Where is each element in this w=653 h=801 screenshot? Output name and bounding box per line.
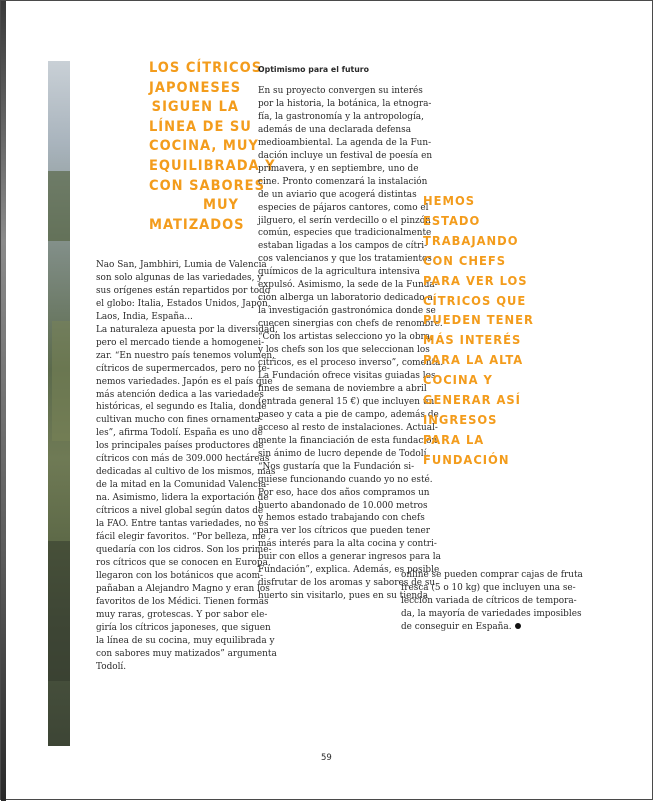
- page-number: 59: [321, 753, 332, 763]
- end-mark-icon: [515, 623, 521, 629]
- pull-quote-1-line: LÍNEA DE SU: [149, 118, 252, 135]
- pull-quote-1-line: MUY: [202, 197, 239, 214]
- column-2-line: de un aviario que acogerá distintas: [258, 189, 417, 200]
- column-2-line: común, especies que tradicionalmente: [258, 228, 432, 239]
- column-2-line: además de una declarada defensa: [258, 124, 411, 135]
- column-2-line: Por eso, hace dos años compramos un: [258, 487, 430, 498]
- column-1-line: son solo algunas de las variedades, y: [96, 272, 263, 283]
- column-1-line: pañaban a Alejandro Magno y eran los: [96, 583, 270, 594]
- column-1-line: cítricos a nivel global según datos de: [96, 506, 264, 517]
- subheading: Optimismo para el futuro: [258, 65, 370, 74]
- column-2-line: guiese funcionando cuando yo no esté.: [258, 474, 433, 485]
- citrus-garden-photo: [48, 61, 70, 746]
- column-1-line: los principales países productores de: [96, 441, 264, 452]
- column-1-line: dedicadas al cultivo de los mismos, más: [96, 467, 276, 478]
- column-2-line: acceso al resto de instalaciones. Actual-: [258, 422, 438, 433]
- column-3-line: da, la mayoría de variedades imposibles: [401, 608, 582, 619]
- pull-quote-2-line: PUEDEN TENER: [423, 313, 534, 329]
- column-2-line: La Fundación ofrece visitas guiadas los: [258, 370, 436, 381]
- column-2-line: más interés para la alta cocina y contri-: [258, 539, 437, 550]
- column-1-line: Nao San, Jambhiri, Lumia de Valencia: [96, 260, 267, 270]
- column-1-line: la línea de su cocina, muy equilibrada y: [96, 635, 275, 646]
- column-3-line: fresca (5 o 10 kg) que incluyen una se-: [401, 582, 576, 593]
- column-2-line: cos valencianos y que los tratamientos: [258, 254, 432, 265]
- column-2-line: mente la financiación de esta fundación: [258, 435, 438, 446]
- pull-quote-right: [423, 192, 534, 471]
- column-2-line: químicos de la agricultura intensiva: [258, 267, 420, 278]
- column-1-line: con sabores muy matizados” argumenta: [96, 648, 277, 659]
- column-1-line: la FAO. Entre tantas variedades, no es: [96, 519, 269, 530]
- column-1-line: giría los cítricos japoneses, que siguen: [96, 622, 271, 633]
- body-column-2: [258, 85, 444, 603]
- column-2-line: buir con ellos a generar ingresos para la: [258, 552, 441, 563]
- pull-quote-2-line: CÍTRICOS QUE: [423, 293, 527, 309]
- column-2-line: expulsó. Asimismo, la sede de la Funda-: [258, 280, 438, 291]
- pull-quote-2-line: PARA LA: [423, 432, 485, 448]
- pull-quote-1-line: COCINA, MUY: [149, 138, 259, 155]
- pull-quote-2-line: PARA LA ALTA: [423, 353, 524, 369]
- column-1-line: nemos variedades. Japón es el país que: [96, 376, 273, 387]
- pull-quote-1-line: SIGUEN LA: [151, 99, 239, 116]
- column-2-line: Fundación”, explica. Además, es posible: [258, 565, 440, 576]
- column-1-line: cítricos con más de 309.000 hectáreas: [96, 454, 270, 465]
- pull-quote-2-line: FUNDACIÓN: [423, 452, 510, 468]
- column-2-line: jilguero, el serín verdecillo o el pinzón: [258, 215, 431, 226]
- column-3-line: de conseguir en España.: [401, 621, 531, 634]
- pull-quote-2-line: PARA VER LOS: [423, 273, 528, 289]
- column-2-line: y hemos estado trabajando con chefs: [258, 513, 425, 524]
- column-2-line: huerto abandonado de 10.000 metros: [258, 500, 428, 511]
- pull-quote-2-line: INGRESOS: [423, 412, 498, 428]
- column-2-line: disfrutar de los aromas y sabores de su: [258, 578, 436, 589]
- pull-quote-2-line: TRABAJANDO: [423, 233, 519, 249]
- column-2-line: especies de pájaros cantores, como el: [258, 202, 429, 213]
- column-1-line: sus orígenes están repartidos por todo: [96, 285, 271, 296]
- pull-quote-2-line: MÁS INTERÉS: [423, 333, 522, 349]
- column-2-line: huerto sin visitarlo, pues en su tienda: [258, 591, 429, 602]
- pull-quote-2-line: COCINA Y: [423, 373, 493, 389]
- column-1-line: ros cítricos que se conocen en Europa,: [96, 557, 271, 568]
- column-1-line: Laos, India, España...: [96, 311, 193, 322]
- column-2-line: En su proyecto convergen su interés: [258, 86, 423, 96]
- column-1-line: llegaron con los botánicos que acom-: [96, 570, 264, 581]
- column-2-line: “Con los artistas selecciono yo la obra,: [258, 332, 433, 343]
- column-2-line: y los chefs son los que seleccionan los: [258, 345, 430, 356]
- pull-quote-2-line: HEMOS: [423, 194, 476, 209]
- column-3-line: online se pueden comprar cajas de fruta: [401, 570, 583, 580]
- column-3-line: lección variada de cítricos de tempora-: [401, 595, 577, 606]
- column-2-line: paseo y cata a pie de campo, además de: [258, 409, 439, 420]
- column-2-line: para ver los cítricos que pueden tener: [258, 526, 430, 537]
- column-2-line: por la historia, la botánica, la etnogra-: [258, 98, 432, 109]
- column-1-line: cítricos de supermercados, pero no te-: [96, 363, 270, 374]
- column-2-line: medioambiental. La agenda de la Fun-: [258, 137, 432, 148]
- pull-quote-left: [149, 59, 276, 235]
- column-1-line: quedaría con los cidros. Son los prime-: [96, 544, 272, 555]
- column-1-line: fácil elegir favoritos. “Por belleza, me: [96, 532, 266, 543]
- column-2-line: “Nos gustaría que la Fundación si-: [258, 461, 415, 472]
- column-1-line: Todolí.: [96, 661, 127, 672]
- column-1-line: cultivan mucho con fines ornamenta-: [96, 415, 263, 426]
- body-column-3: [401, 569, 583, 634]
- pull-quote-1-line: LOS CÍTRICOS: [149, 60, 263, 76]
- column-2-line: cítricos, es el proceso inverso”, comenta.: [258, 358, 444, 369]
- column-1-line: pero el mercado tiende a homogenei-: [96, 337, 265, 348]
- column-1-line: favoritos de los Médici. Tienen formas: [96, 596, 269, 607]
- column-1-line: de la mitad en la Comunidad Valencia-: [96, 480, 270, 491]
- column-2-line: estaban ligadas a los campos de cítri-: [258, 241, 428, 252]
- column-2-line: sin ánimo de lucro depende de Todolí.: [258, 448, 430, 459]
- column-2-line: primavera, y en septiembre, uno de: [258, 163, 419, 174]
- pull-quote-1-line: MATIZADOS: [149, 216, 245, 233]
- pull-quote-2-line: ESTADO: [423, 213, 481, 229]
- column-1-line: La naturaleza apuesta por la diversidad,: [96, 324, 278, 335]
- pull-quote-2-line: CON CHEFS: [423, 253, 506, 269]
- column-2-line: fines de semana de noviembre a abril: [258, 383, 427, 394]
- column-2-line: cine. Pronto comenzará la instalación: [258, 176, 428, 187]
- column-1-line: les”, afirma Todolí. España es uno de: [96, 428, 263, 439]
- pull-quote-1-line: JAPONESES: [149, 79, 242, 96]
- column-1-line: más atención dedica a las variedades: [96, 389, 264, 400]
- column-2-line: (entrada general 15 €) que incluyen un: [258, 396, 435, 407]
- body-column-1: [96, 259, 278, 674]
- column-2-line: fía, la gastronomía y la antropología,: [258, 111, 424, 122]
- pull-quote-2-line: GENERAR ASÍ: [423, 393, 521, 409]
- column-1-line: na. Asimismo, lidera la exportación de: [96, 493, 269, 504]
- column-2-line: dación incluye un festival de poesía en: [258, 150, 433, 161]
- pull-quote-1-line: CON SABORES: [149, 177, 265, 194]
- column-1-line: el globo: Italia, Estados Unidos, Japón,: [96, 298, 271, 309]
- column-2-line: ción alberga un laboratorio dedicado a: [258, 293, 433, 304]
- pull-quote-1-line: EQUILIBRADA Y: [149, 157, 276, 174]
- scan-edge: [1, 1, 6, 801]
- column-2-line: cuecen sinergias con chefs de renombre.: [258, 319, 443, 330]
- column-2-line: la investigación gastronómica donde se: [258, 306, 436, 317]
- column-1-line: zar. “En nuestro país tenemos volumen,: [96, 350, 275, 361]
- column-1-line: históricas, el segundo es Italia, donde: [96, 402, 267, 413]
- column-1-line: muy raras, grotescas. Y por sabor ele-: [96, 609, 268, 620]
